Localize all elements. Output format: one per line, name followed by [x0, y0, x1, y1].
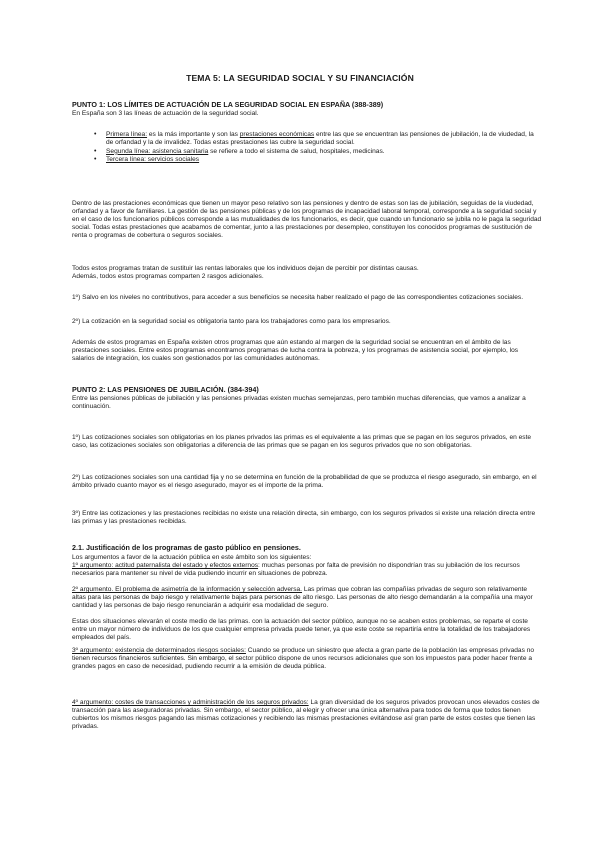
paragraph: Todos estos programas tratan de sustituir las rentas laborales que los individuos dejan de percibir por distintas causas.: [72, 265, 419, 272]
paragraph: [72, 647, 542, 671]
bullet-list: [72, 131, 542, 165]
list-item-text: se refiere a todo el sistema de salud, hospitales, medicinas.: [208, 147, 385, 155]
list-item: [72, 156, 542, 164]
argument-label: 2º argumento. El problema de asimetría de la información y selección adversa.: [72, 586, 303, 593]
paragraph: Además de estos programas en España existen otros programas que aún estando al margen de la seguridad social se encuentran en el ámbito de las prestaciones sociales. Entre estos programas encontramos programas de lucha contra la pobreza, y los programas de asistencia social, por ejemplo, los salarios de integración, los cuales son gestionados por las comunidades autónomas.: [72, 339, 519, 363]
document-title: TEMA 5: LA SEGURIDAD SOCIAL Y SU FINANCIACIÓN: [186, 73, 414, 83]
paragraph: [72, 586, 542, 610]
paragraph: Entre las pensiones públicas de jubilación y las pensiones privadas existen muchas semejanzas, pero también muchas diferencias, que vamos a analizar a continuación.: [72, 395, 526, 411]
paragraph: En España son 3 las líneas de actuación de la seguridad social.: [72, 110, 259, 117]
argument-text: La gran diversidad de los seguros privados provocan unos elevados costes de transacción para las aseguradoras privadas. Sin embargo, el sector público, al elegir y ofrecer una única alternativa para todos de forma que todos tienen cubiertos los mismos riesgos pagando las mismas cotizaciones y recibiendo las mismas prestaciones evitándose así gran parte de estos costes que tienen las privadas.: [72, 699, 540, 731]
paragraph: [72, 699, 542, 731]
list-item-link: prestaciones económicas: [239, 131, 315, 138]
list-item-text: es la más importante y son las: [147, 131, 240, 138]
paragraph: Además, todos estos programas comparten 2 rasgos adicionales.: [72, 273, 264, 280]
paragraph: 1º) Las cotizaciones sociales son obligatorias en los planes privados las primas es el equivalente a las primas que se pagan en los seguros privados, en este caso, las cotizaciones sociales son obligatorias a diferencia de las primas que se pagan en los seguros privados que no son obligatorias.: [72, 434, 532, 450]
list-item-text: entre las que se encuentran las pensiones de jubilación, la de viudedad, la de orfandad y la de invalidez. Todas estas prestaciones las cubre la seguridad social.: [106, 131, 534, 147]
argument-label: 4º argumento: costes de transacciones y administración de los seguros privados:: [72, 699, 309, 706]
paragraph: Estas dos situaciones elevarán el coste medio de las primas. con la actuación del sector público, aunque no se acaben estos problemas, se reparte el coste entre un mayor número de individuos de los que cualquier empresa privada puede tener, ya que este coste se repartiría entre la totalidad de los trabajadores empleados del país.: [72, 618, 531, 642]
argument-text: : muchas personas por falta de previsión no dispondrían tras su jubilación de los recursos necesarios para mantener su nivel de vida pudiendo incurrir en situaciones de pobreza.: [72, 562, 520, 578]
argument-text: Cuando se produce un siniestro que afecta a gran parte de la población las empresas privadas no tienen recursos financieros suficientes. Sin embargo, el sector público dispone de unos recursos adicionales que son los impuestos para poder hacer frente a grandes pagos en caso de necesidad, pudiendo recurrir a la emisión de deuda pública.: [72, 647, 535, 671]
section-heading-punto1: PUNTO 1: LOS LÍMITES DE ACTUACIÓN DE LA SEGURIDAD SOCIAL EN ESPAÑA (388-389): [72, 100, 384, 109]
argument-label: 3º argumento: existencia de determinados riesgos sociales:: [72, 647, 246, 654]
section-heading-punto2: PUNTO 2: LAS PENSIONES DE JUBILACIÓN. (384-394): [72, 385, 259, 394]
list-item-label: Segunda línea: asistencia sanitaria: [106, 147, 209, 155]
argument-label: 1º argumento: actitud paternalista del estado y efectos externos: [72, 562, 259, 569]
list-item-label: Primera línea:: [106, 131, 148, 138]
paragraph: Dentro de las prestaciones económicas que tienen un mayor peso relativo son las pensiones y dentro de estas son las de jubilación, seguidas de la viudedad, orfandad y a favor de familiares. La gestión de las pensiones públicas y de los programas de incapacidad laboral temporal, corresponde a la seguridad social y en el caso de los funcionarios públicos corresponde a las mutualidades de los funcionarios, es decir, que cuando un funcionario se jubila no le paga la seguridad social. Todas estas prestaciones que acabamos de comentar, junto a las prestaciones por desempleo, constituyen los conocidos programas de sustitución de renta o programas de cobertura o seguros sociales.: [72, 200, 542, 240]
paragraph: 3º) Entre las cotizaciones y las prestaciones recibidas no existe una relación directa, sin embargo, con los seguros privados si existe una relación directa entre las primas y las prestaciones recibidas.: [72, 510, 536, 526]
paragraph: 2º) La cotización en la seguridad social es obligatoria tanto para los trabajadores como para los empresarios.: [72, 318, 391, 325]
subsection-heading: 2.1. Justificación de los programas de gasto público en pensiones.: [72, 543, 301, 552]
paragraph: 2º) Las cotizaciones sociales son una cantidad fija y no se determina en función de la probabilidad de que se produzca el riesgo asegurado, sin embargo, en el ámbito privado cuanto mayor es el riesgo asegurado, mayor es el importe de la prima.: [72, 474, 537, 490]
list-item: [72, 148, 542, 156]
paragraph: 1º) Salvo en los niveles no contributivos, para acceder a sus beneficios se necesita haber realizado el pago de las correspondientes cotizaciones sociales.: [72, 294, 524, 301]
argument-text: Las primas que cobran las compañías privadas de seguro son relativamente altas para las personas de bajo riesgo y relativamente bajas para personas de alto riesgo. Las personas de alto riesgo demandarán a la compañía una mayor cantidad y las personas de bajo riesgo renunciarán a adquirir esa modalidad de seguro.: [72, 586, 533, 610]
paragraph: Los argumentos a favor de la actuación pública en este ámbito son los siguientes:: [72, 554, 312, 561]
list-item: [72, 131, 542, 147]
list-item-label: Tercera línea: servicios sociales: [106, 156, 200, 164]
paragraph: [72, 562, 542, 578]
